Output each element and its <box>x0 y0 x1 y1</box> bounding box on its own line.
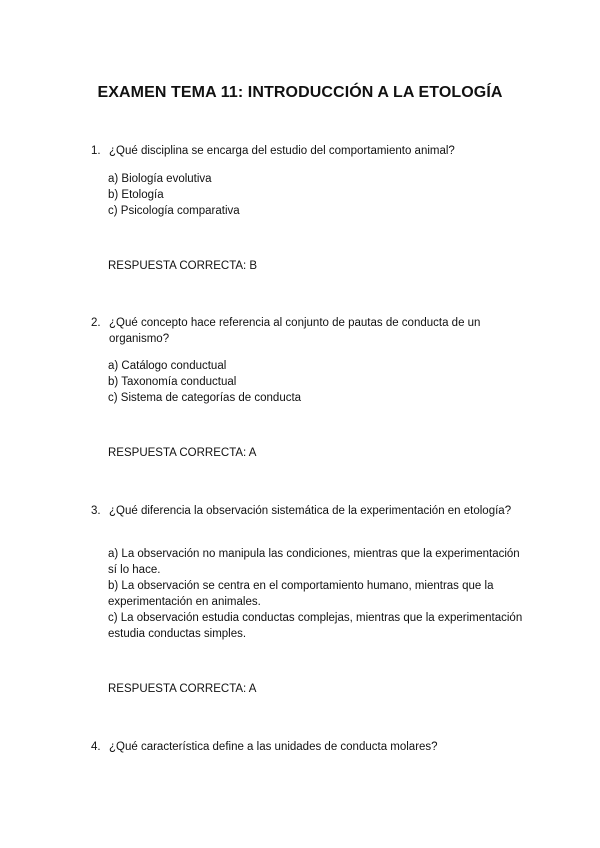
question-number: 2. <box>91 317 101 329</box>
option-b: b) Taxonomía conductual <box>108 376 237 388</box>
question-1-options <box>108 171 528 219</box>
question-2-options <box>108 358 528 406</box>
option-c: c) La observación estudia conductas complejas, mientras que la experimentación estudia conductas simples. <box>108 612 523 640</box>
question-text: ¿Qué disciplina se encarga del estudio del comportamiento animal? <box>109 145 455 157</box>
option-a: a) Biología evolutiva <box>108 173 212 185</box>
question-number: 4. <box>91 741 101 753</box>
option-a: a) La observación no manipula las condiciones, mientras que la experimentación sí lo hace. <box>108 548 520 576</box>
option-a: a) Catálogo conductual <box>108 360 227 372</box>
option-b: b) Etología <box>108 189 164 201</box>
question-3-options <box>108 546 528 642</box>
question-number: 1. <box>91 145 101 157</box>
question-1-answer: RESPUESTA CORRECTA: B <box>108 260 258 272</box>
question-3-answer: RESPUESTA CORRECTA: A <box>108 683 257 695</box>
option-b: b) La observación se centra en el comportamiento humano, mientras que la experimentación en animales. <box>108 580 494 608</box>
question-number: 3. <box>91 505 101 517</box>
question-text: ¿Qué concepto hace referencia al conjunto de pautas de conducta de un organismo? <box>109 317 481 345</box>
option-c: c) Sistema de categorías de conducta <box>108 392 302 404</box>
question-text: ¿Qué diferencia la observación sistemática de la experimentación en etología? <box>109 505 512 517</box>
question-2-answer: RESPUESTA CORRECTA: A <box>108 447 257 459</box>
exam-title: EXAMEN TEMA 11: INTRODUCCIÓN A LA ETOLOGÍA <box>97 84 503 101</box>
option-c: c) Psicología comparativa <box>108 205 240 217</box>
question-text: ¿Qué característica define a las unidades de conducta molares? <box>109 741 438 753</box>
